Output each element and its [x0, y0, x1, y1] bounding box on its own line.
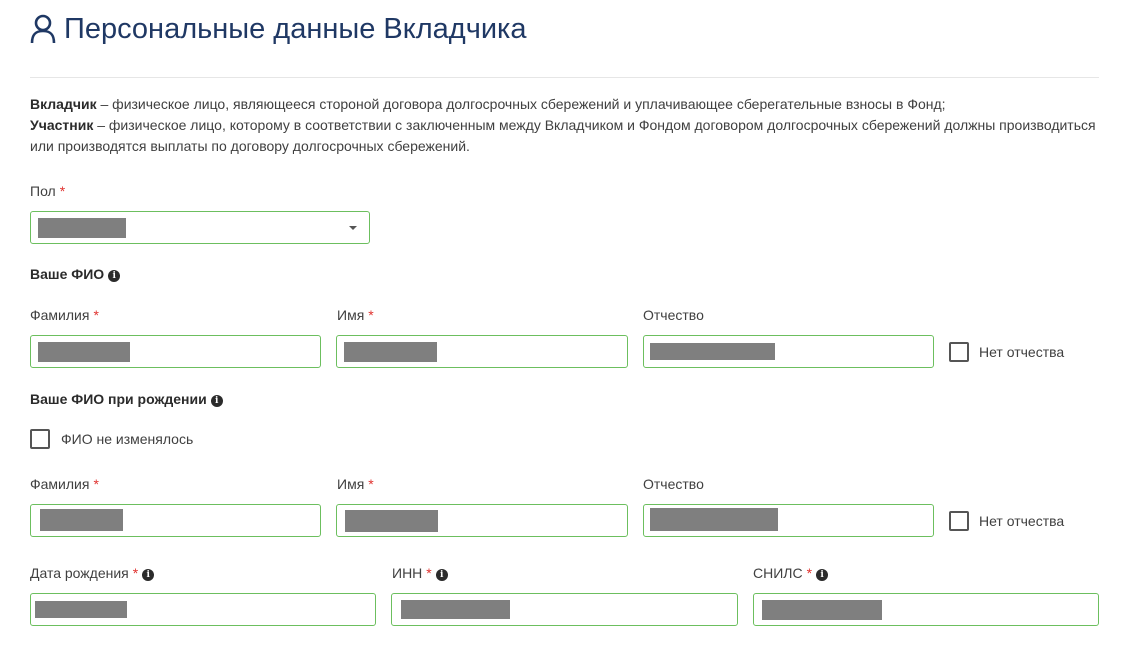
redacted-value [650, 343, 775, 360]
info-icon[interactable]: i [108, 270, 120, 282]
birth-surname-input[interactable] [30, 504, 321, 537]
no-patronymic-label[interactable]: Нет отчества [979, 344, 1065, 360]
redacted-value [35, 601, 127, 618]
name-label-text: Имя [337, 307, 365, 323]
no-patronymic-checkbox[interactable] [949, 342, 969, 362]
patronymic-label: Отчество [643, 307, 704, 323]
fio-unchanged-checkbox[interactable] [30, 429, 50, 449]
page-title: Персональные данные Вкладчика [64, 13, 527, 45]
required-mark: * [132, 565, 139, 581]
birth-surname-label-text: Фамилия [30, 476, 90, 492]
birth-name-label [337, 475, 374, 493]
gender-select[interactable] [30, 211, 370, 244]
fio-section-title [30, 265, 120, 283]
info-icon[interactable]: i [142, 569, 154, 581]
patronymic-input[interactable] [643, 335, 934, 368]
info-icon[interactable]: i [816, 569, 828, 581]
definition-participant: – физическое лицо, которому в соответствии с заключенным между Вкладчиком и Фондом договором долгосрочных сбережений должны производиться или производятся выплаты по договору долгосрочных сбережений. [30, 117, 1096, 154]
name-label [337, 306, 374, 324]
redacted-value [344, 342, 437, 362]
snils-input[interactable] [753, 593, 1099, 626]
required-mark: * [368, 476, 374, 492]
required-mark: * [368, 307, 374, 323]
redacted-value [38, 218, 126, 238]
redacted-value [401, 600, 510, 619]
birth-no-patronymic-label[interactable]: Нет отчества [979, 513, 1065, 529]
term-participant: Участник [30, 117, 94, 133]
birth-surname-label [30, 475, 99, 493]
info-icon[interactable]: i [436, 569, 448, 581]
definition-depositor: – физическое лицо, являющееся стороной договора долгосрочных сбережений и уплачивающее сберегательные взносы в Фонд; [96, 96, 946, 112]
birth-name-label-text: Имя [337, 476, 365, 492]
inn-label [392, 564, 448, 582]
surname-label-text: Фамилия [30, 307, 90, 323]
info-icon[interactable]: i [211, 395, 223, 407]
name-input[interactable] [336, 335, 628, 368]
birth-no-patronymic-checkbox[interactable] [949, 511, 969, 531]
user-icon [30, 14, 56, 44]
redacted-value [40, 509, 123, 531]
required-mark: * [59, 183, 66, 199]
gender-label [30, 182, 65, 200]
birth-patronymic-input[interactable] [643, 504, 934, 537]
snils-label-text: СНИЛС [753, 565, 803, 581]
birthdate-input[interactable] [30, 593, 376, 626]
surname-label [30, 306, 99, 324]
divider [30, 77, 1099, 78]
birthdate-label [30, 564, 154, 582]
definitions-text [30, 94, 1100, 157]
redacted-value [345, 510, 438, 532]
snils-label [753, 564, 828, 582]
term-depositor: Вкладчик [30, 96, 97, 112]
fio-unchanged-label[interactable]: ФИО не изменялось [61, 431, 194, 447]
gender-label-text: Пол [30, 183, 56, 199]
surname-input[interactable] [30, 335, 321, 368]
inn-label-text: ИНН [392, 565, 423, 581]
chevron-down-icon [349, 226, 357, 230]
inn-input[interactable] [391, 593, 738, 626]
birth-fio-section-title [30, 390, 223, 408]
redacted-value [38, 342, 130, 362]
birth-fio-section-title-text: Ваше ФИО при рождении [30, 391, 207, 407]
birth-patronymic-label: Отчество [643, 476, 704, 492]
birth-name-input[interactable] [336, 504, 628, 537]
required-mark: * [426, 565, 432, 581]
required-mark: * [806, 565, 813, 581]
required-mark: * [93, 307, 99, 323]
fio-section-title-text: Ваше ФИО [30, 266, 105, 282]
redacted-value [650, 508, 778, 531]
redacted-value [762, 600, 882, 620]
required-mark: * [93, 476, 99, 492]
birthdate-label-text: Дата рождения [30, 565, 129, 581]
